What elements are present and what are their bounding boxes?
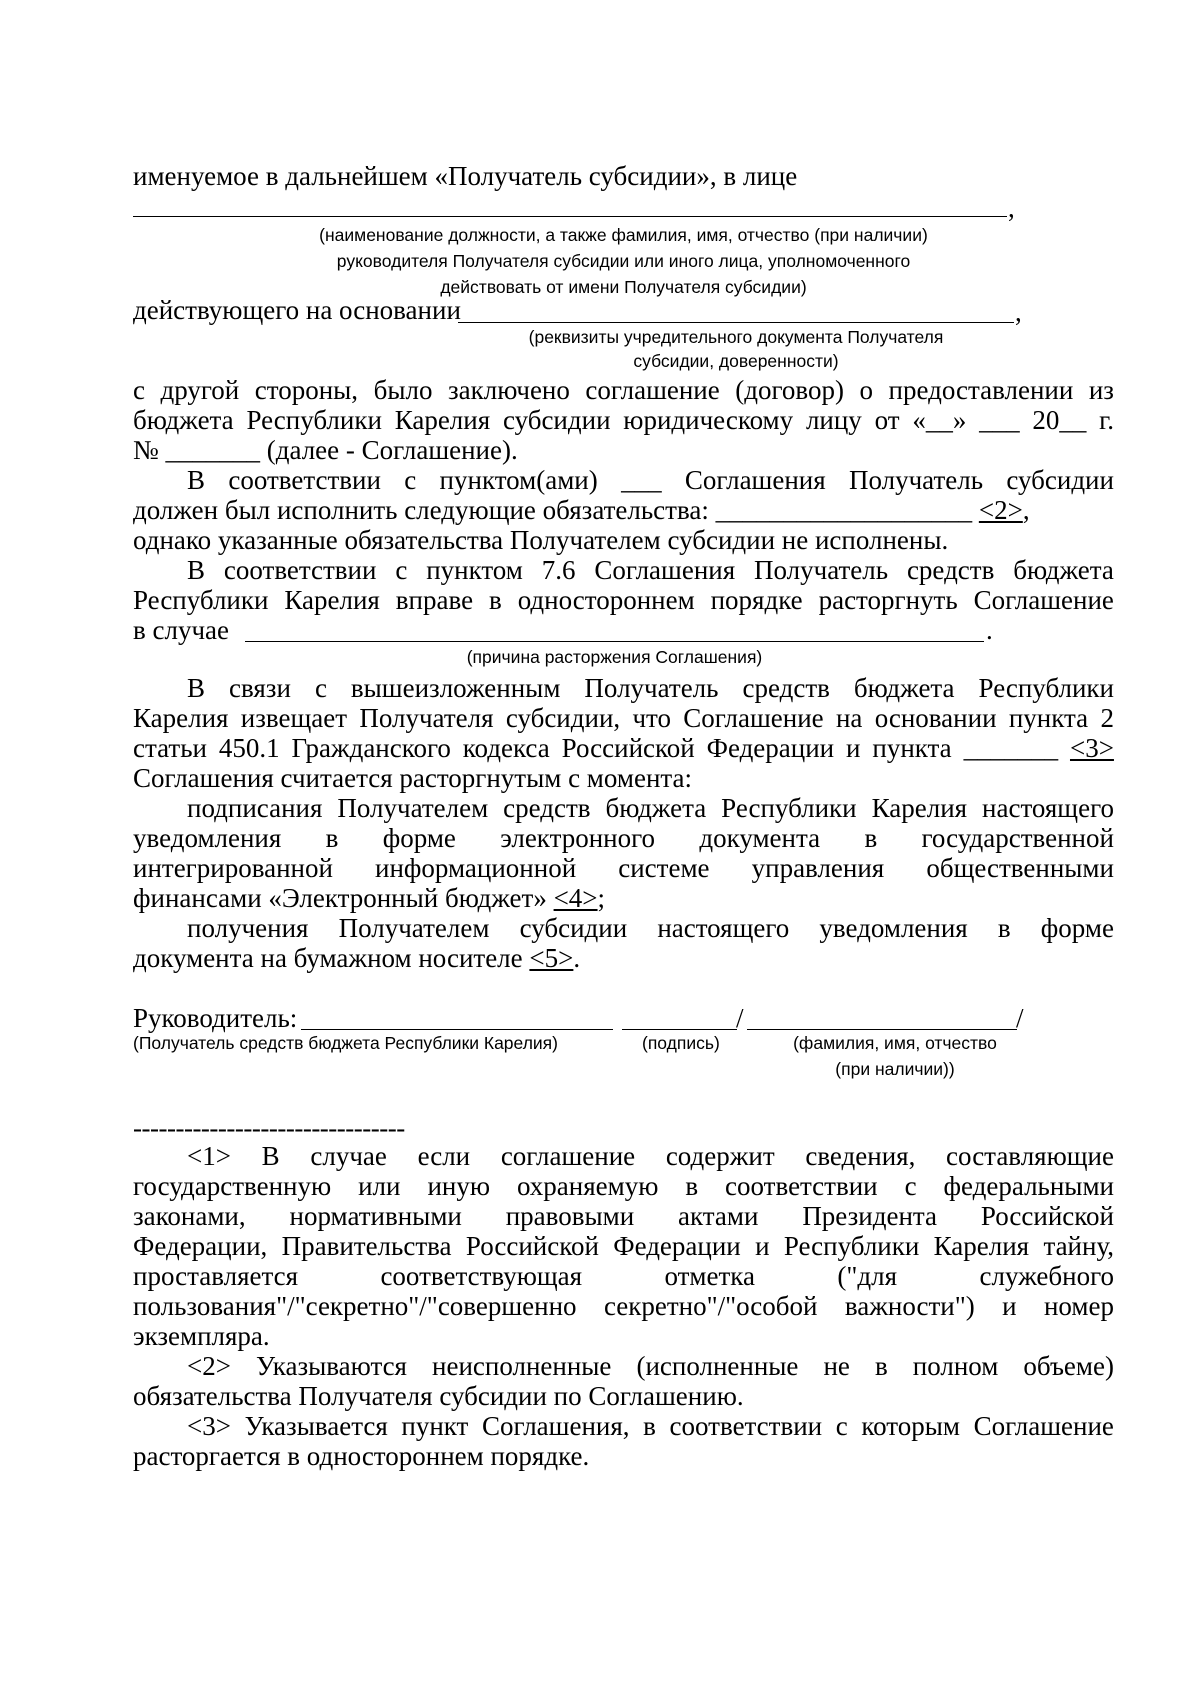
recipient-intro-text: именуемое в дальнейшем «Получатель субсидии», в лице [133, 161, 798, 191]
comma: , [1008, 193, 1015, 223]
representative-note-line: руководителя Получателя субсидии или иного лица, уполномоченного [336, 251, 911, 271]
footnote-1-line: проставляется соответствующая отметка ("для служебного [133, 1261, 1114, 1291]
agreement-line-3: № _______ (далее - Соглашение). [133, 435, 518, 465]
footnote-ref-2[interactable]: <2> [978, 495, 1023, 525]
footnote-ref-4[interactable]: <4> [553, 883, 598, 913]
agreement-line-2: бюджета Республики Карелия субсидии юридическому лицу от «__» ___ 20__ г. [133, 405, 1114, 435]
footnote-ref-3[interactable]: <3> [1069, 733, 1114, 763]
option1-line-4: финансами «Электронный бюджет» <4>; [133, 883, 606, 913]
termination-line-2: Республики Карелия вправе в одностороннем порядке расторгнуть Соглашение [133, 585, 1114, 615]
footnote-separator: -------------------------------- [133, 1113, 405, 1143]
name-caption-line: (фамилия, имя, отчество [793, 1033, 997, 1053]
footnote-1-line: Федерации, Правительства Российской Федерации и Республики Карелия тайну, [133, 1231, 1114, 1261]
obligations-line-1: В соответствии с пунктом(ами) ___ Соглашения Получатель субсидии [187, 465, 1114, 495]
notice-line-2: Карелия извещает Получателя субсидии, что Соглашение на основании пункта 2 [133, 703, 1114, 733]
signature-label: Руководитель: [133, 1003, 298, 1033]
basis-note-line: (реквизиты учредительного документа Получателя [528, 327, 944, 347]
basis-blank-line [458, 322, 1014, 323]
termination-reason-blank-line [245, 641, 984, 642]
name-caption-line: (при наличии)) [835, 1059, 955, 1079]
footnote-1-line: законами, нормативными правовыми актами Президента Российской [133, 1201, 1114, 1231]
termination-line-1: В соответствии с пунктом 7.6 Соглашения Получатель средств бюджета [187, 555, 1114, 585]
option1-line-2: уведомления в форме электронного документа в государственной [133, 823, 1114, 853]
comma: , [1015, 297, 1022, 327]
signature-caption: (подпись) [642, 1033, 720, 1053]
footnote-1-line: государственную или иную охраняемую в соответствии с федеральными [133, 1171, 1114, 1201]
notice-line-4: Соглашения считается расторгнутым с момента: [133, 763, 693, 793]
period: . [986, 615, 993, 645]
footnote-2-line: обязательства Получателя субсидии по Соглашению. [133, 1381, 744, 1411]
basis-note-line: субсидии, доверенности) [633, 351, 839, 371]
notice-line-1: В связи с вышеизложенным Получатель средств бюджета Республики [187, 673, 1114, 703]
slash: / [1016, 1003, 1024, 1033]
footnote-1-line: <1> В случае если соглашение содержит сведения, составляющие [187, 1141, 1114, 1171]
option1-line-1: подписания Получателем средств бюджета Республики Карелия настоящего [187, 793, 1114, 823]
representative-note-line: (наименование должности, а также фамилия, имя, отчество (при наличии) [319, 225, 928, 245]
obligations-line-2: должен был исполнить следующие обязательства: ___________________ <2>, [133, 495, 1030, 525]
footnote-3-line: <3> Указывается пункт Соглашения, в соответствии с которым Соглашение [187, 1411, 1114, 1441]
footnote-1-line: экземпляра. [133, 1321, 270, 1351]
footnote-ref-5[interactable]: <5> [529, 943, 574, 973]
termination-case-label: в случае [133, 615, 230, 645]
notice-line-3: статьи 450.1 Гражданского кодекса Российской Федерации и пункта _______ <3> [133, 733, 1114, 763]
termination-reason-note: (причина расторжения Соглашения) [466, 647, 763, 667]
option1-line-3: интегрированной информационной системе управления общественными [133, 853, 1114, 883]
option2-line-2: документа на бумажном носителе <5>. [133, 943, 581, 973]
representative-note-line: действовать от имени Получателя субсидии) [440, 277, 807, 297]
organization-caption: (Получатель средств бюджета Республики Карелия) [133, 1033, 558, 1053]
option2-line-1: получения Получателем субсидии настоящего уведомления в форме [187, 913, 1114, 943]
agreement-line-1: с другой стороны, было заключено соглашение (договор) о предоставлении из [133, 375, 1114, 405]
representative-blank-line [133, 216, 1007, 217]
slash: / [736, 1003, 744, 1033]
footnote-2-line: <2> Указываются неисполненные (исполненные не в полном объеме) [187, 1351, 1114, 1381]
obligations-line-3: однако указанные обязательства Получателем субсидии не исполнены. [133, 525, 949, 555]
basis-label: действующего на основании [133, 295, 461, 325]
footnote-3-line: расторгается в одностороннем порядке. [133, 1441, 590, 1471]
footnote-1-line: пользования"/"секретно"/"совершенно секретно"/"особой важности") и номер [133, 1291, 1114, 1321]
